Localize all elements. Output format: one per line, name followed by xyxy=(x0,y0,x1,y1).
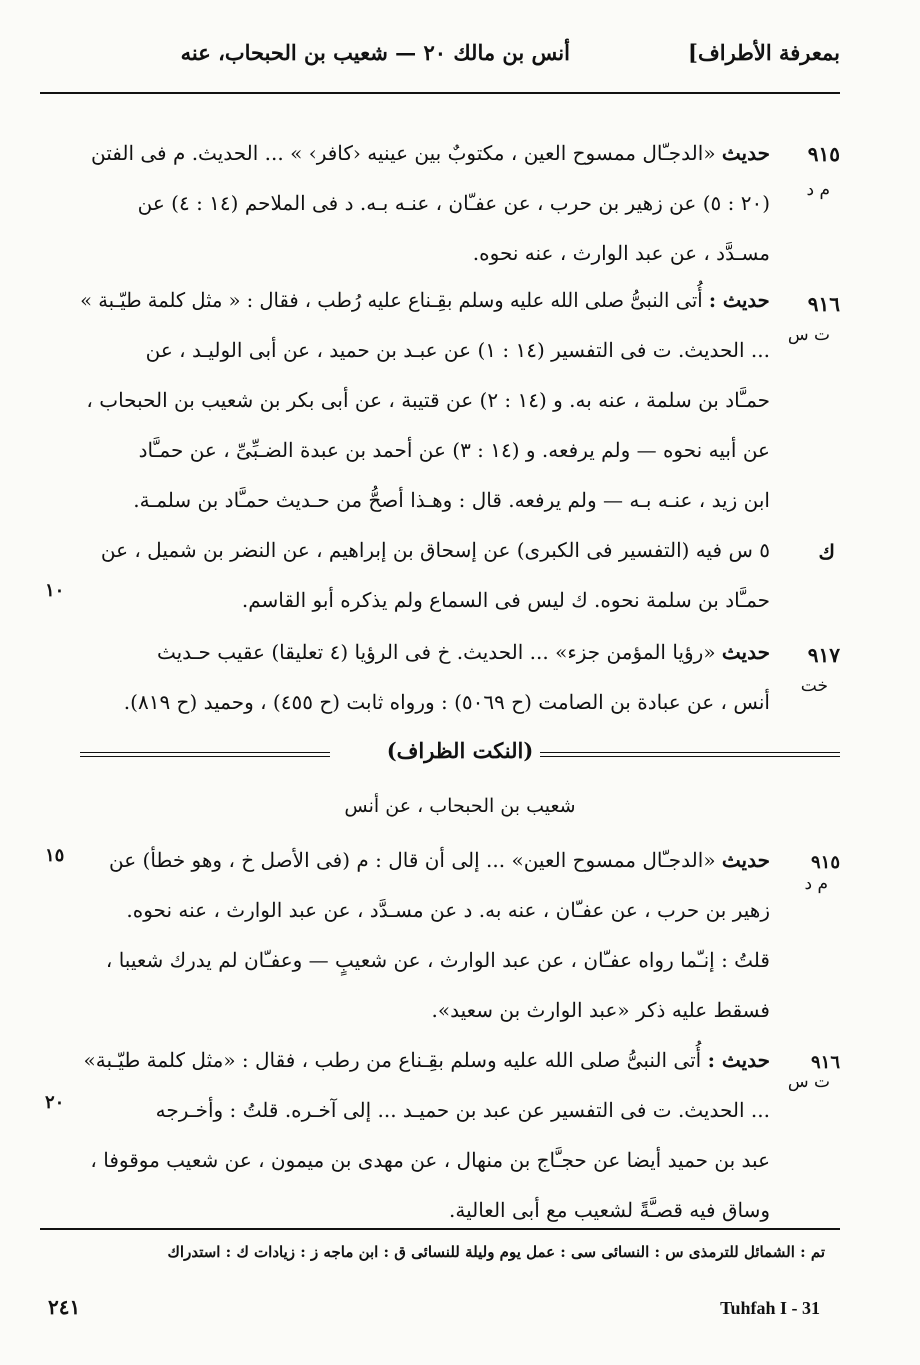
entry-sigla: ت س xyxy=(787,1072,830,1092)
entry-line: وساق فيه قصـَّةً لشعيب مع أبى العالية. xyxy=(449,1198,770,1222)
line-number-20: ٢٠ xyxy=(45,1092,65,1113)
entry-line: (٢٠ : ٥) عن زهير بن حرب ، عن عفـّان ، عنـه بـه. د فى الملاحم (١٤ : ٤) عن xyxy=(137,191,770,215)
footnote-rule xyxy=(40,1228,840,1230)
entry-number: ٩١٥ xyxy=(807,142,840,166)
section-subtitle: شعيب بن الحبحاب ، عن أنس xyxy=(344,795,576,817)
line-number-10: ١٠ xyxy=(45,580,65,601)
entry-line: ... الحديث. ت فى التفسير عن عبد بن حميـد ... إلى آخـره. قلتُ : وأخـرجه xyxy=(155,1098,770,1122)
running-head-right: بمعرفة الأطراف] xyxy=(688,40,840,65)
entry-line: زهير بن حرب ، عن عفـّان ، عنه به. د عن مسـدَّد ، عن عبد الوارث ، عنه نحوه. xyxy=(126,898,770,922)
kaf-sigil: ك xyxy=(818,540,835,564)
entry-line: مسـدَّد ، عن عبد الوارث ، عنه نحوه. xyxy=(472,241,770,265)
entry-sigla: م د xyxy=(804,874,828,894)
nukat-title: (النكت الظراف) xyxy=(386,738,534,763)
entry-line: عن أبيه نحوه — ولم يرفعه. و (١٤ : ٣) عن أحمد بن عبدة الضـبِّىِّ ، عن حمـَّاد xyxy=(138,438,770,462)
entry-line: ابن زيد ، عنـه بـه — ولم يرفعه. قال : وهـذا أصحُّ من حـديث حمـَّاد بن سلمـة. xyxy=(133,488,770,512)
series-signature: Tuhfah I - 31 xyxy=(720,1298,820,1318)
entry-line: ... الحديث. ت فى التفسير (١٤ : ١) عن عبـد بن حميد ، عن أبى الوليـد ، عن xyxy=(145,338,770,362)
entry-number: ٩١٧ xyxy=(807,643,840,667)
entry-sigla: ت س xyxy=(787,325,830,345)
entry-line: حمـَّاد بن سلمة نحوه. ك ليس فى السماع ولم يذكره أبو القاسم. xyxy=(241,588,770,612)
header-rule xyxy=(40,92,840,94)
entry-line: حديث «الدجـّال ممسوح العين ، مكتوبٌ بين عينيه ‹كافر› » ... الحديث. م فى الفتن xyxy=(90,141,770,165)
entry-sigla: خت xyxy=(800,676,828,696)
entry-number: ٩١٥ xyxy=(810,852,840,873)
entry-line: قلتُ : إنـّما رواه عفـّان ، عن عبد الوارث ، عن شعيبٍ — وعفـّان لم يدرك شعيبا ، xyxy=(105,948,770,972)
entry-line: ٥ س فيه (التفسير فى الكبرى) عن إسحاق بن إبراهيم ، عن النضر بن شميل ، عن xyxy=(100,538,770,562)
entry-line: حديث «الدجـّال ممسوح العين» ... إلى أن قال : م (فى الأصل خ ، وهو خطأ) عن xyxy=(109,848,770,872)
entry-line: حديث : أُتى النبىُّ صلى الله عليه وسلم بقِـناع من رطب ، فقال : «مثل كلمة طيّـبة» xyxy=(83,1048,770,1072)
entry-line: حديث : أُتى النبىُّ صلى الله عليه وسلم بقِـناع عليه رُطب ، فقال : « مثل كلمة طيّـبة » xyxy=(80,288,770,312)
entry-line: حمـَّاد بن سلمة ، عنه به. و (١٤ : ٢) عن قتيبة ، عن أبى بكر بن شعيب بن الحبحاب ، xyxy=(86,388,770,412)
entry-sigla: م د xyxy=(806,180,830,200)
entry-line: حديث «رؤيا المؤمن جزء» ... الحديث. خ فى الرؤيا (٤ تعليقا) عقيب حـديث xyxy=(156,640,770,664)
entry-line: عبد بن حميد أيضا عن حجـَّاج بن منهال ، عن مهدى بن ميمون ، عن شعيب موقوفا ، xyxy=(90,1148,770,1172)
line-number-15: ١٥ xyxy=(45,845,65,866)
abbreviation-key: تم : الشمائل للترمذى س : النسائى سى : عمل يوم وليلة للنسائى ق : ابن ماجه ز : زيادات ك : استدراك xyxy=(167,1243,825,1261)
entry-line: فسقط عليه ذكر «عبد الوارث بن سعيد». xyxy=(431,998,770,1022)
entry-number: ٩١٦ xyxy=(810,1052,840,1073)
running-head-middle: أنس بن مالك ٢٠ — شعيب بن الحبحاب، عنه xyxy=(180,40,570,65)
page-number: ٢٤١ xyxy=(48,1295,81,1319)
entry-number: ٩١٦ xyxy=(807,292,840,316)
entry-line: أنس ، عن عبادة بن الصامت (ح ٥٠٦٩) : ورواه ثابت (ح ٤٥٥) ، وحميد (ح ٨١٩). xyxy=(123,690,770,714)
